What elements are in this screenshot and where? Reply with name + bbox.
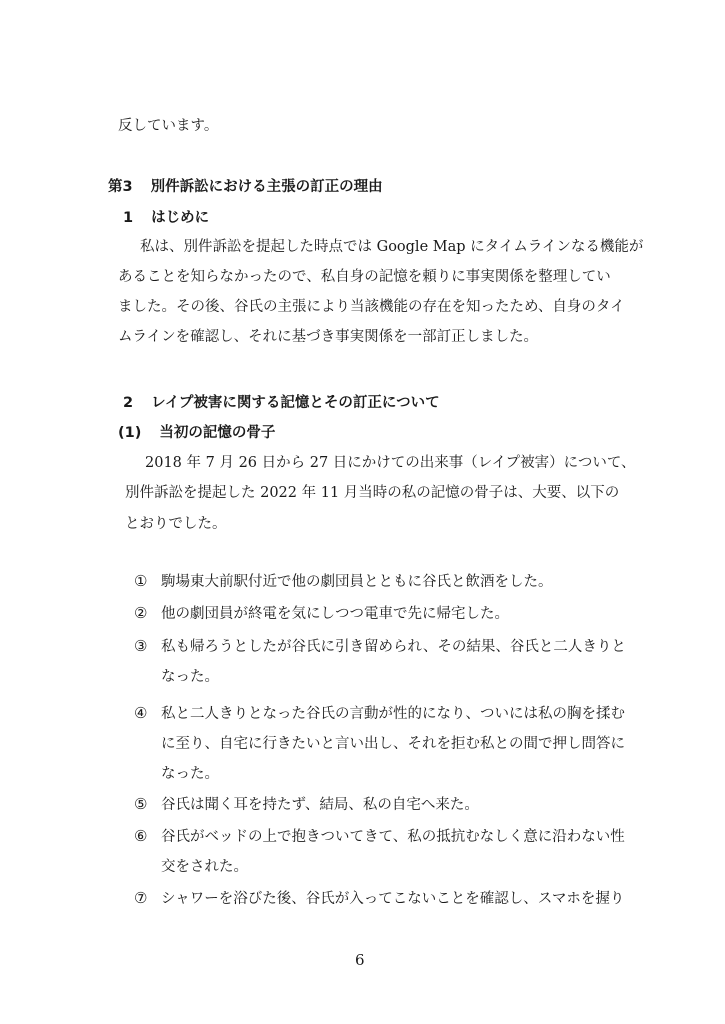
subheading-number: 2 [123, 395, 134, 411]
list-item-text: 谷氏がベッドの上で抱きついてきて、私の抵抗むなしく意に沿わない性 [161, 829, 625, 845]
list-marker: ⑥ [134, 827, 148, 845]
text-line: 私は、別件訴訟を提起した時点では Google Map にタイムラインなる機能が [140, 239, 644, 255]
list-item-text: 交をされた。 [161, 859, 248, 875]
list-item-text: 駒場東大前駅付近で他の劇団員とともに谷氏と飲酒をした。 [161, 574, 553, 590]
list-item-text: なった。 [161, 766, 219, 782]
subheading-title: 当初の記憶の骨子 [159, 425, 276, 441]
text-line: 反しています。 [118, 118, 219, 134]
text-line: とおりでした。 [125, 516, 227, 532]
text-line: 別件訴訟を提起した 2022 年 11 月当時の私の記憶の骨子は、大要、以下の [125, 485, 620, 501]
list-item-text: シャワーを浴びた後、谷氏が入ってこないことを確認し、スマホを握り [161, 891, 625, 907]
list-marker: ② [134, 604, 148, 622]
text-line: 2018 年 7 月 26 日から 27 日にかけての出来事（レイプ被害）について、 [145, 455, 636, 471]
list-marker: ⑦ [134, 889, 148, 907]
list-item-text: 他の劇団員が終電を気にしつつ電車で先に帰宅した。 [161, 606, 509, 622]
page-number: 6 [355, 951, 365, 969]
subheading-number: (1) [118, 425, 142, 441]
subheading [118, 423, 275, 443]
list-item-text: なった。 [161, 669, 219, 685]
section-heading [108, 177, 383, 197]
list-item-text: 谷氏は聞く耳を持たず、結局、私の自宅へ来た。 [161, 797, 479, 813]
list-marker: ④ [134, 704, 148, 722]
list-item-text: 私と二人きりとなった谷氏の言動が性的になり、ついには私の胸を揉む [161, 706, 625, 722]
text-line: ました。その後、谷氏の主張により当該機能の存在を知ったため、自身のタイ [118, 299, 625, 315]
subheading [123, 393, 440, 413]
text-line: あることを知らなかったので、私自身の記憶を頼りに事実関係を整理してい [118, 269, 611, 285]
list-marker: ⑤ [134, 795, 148, 813]
subheading-title: レイプ被害に関する記憶とその訂正について [151, 395, 440, 411]
subheading-title: はじめに [151, 210, 210, 226]
list-marker: ③ [134, 637, 148, 655]
section-title: 別件訴訟における主張の訂正の理由 [150, 179, 383, 195]
list-marker: ① [134, 572, 148, 590]
list-item-text: 私も帰ろうとしたが谷氏に引き留められ、その結果、谷氏と二人きりと [161, 639, 626, 655]
section-number: 第3 [108, 179, 133, 195]
subheading-number: 1 [123, 210, 134, 226]
text-line: ムラインを確認し、それに基づき事実関係を一部訂正しました。 [118, 329, 539, 345]
list-item-text: に至り、自宅に行きたいと言い出し、それを拒む私との間で押し問答に [161, 736, 625, 752]
subheading [123, 208, 209, 228]
